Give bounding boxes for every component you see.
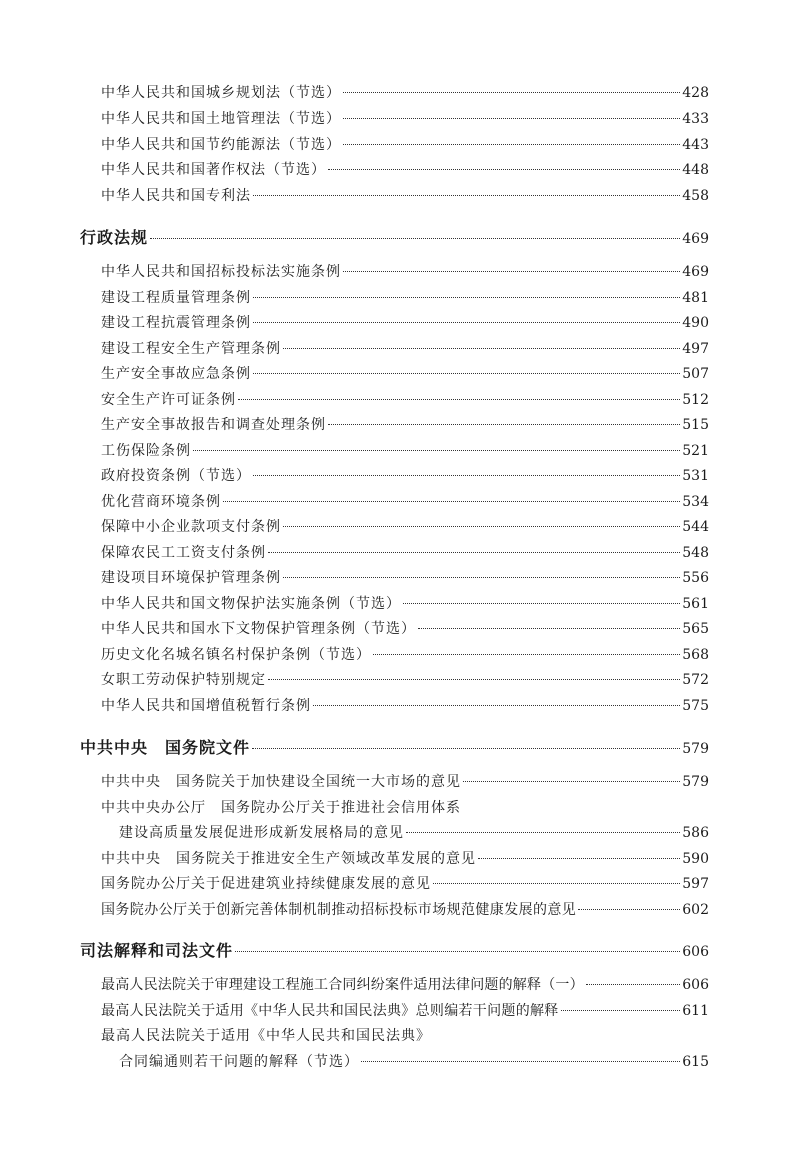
toc-entry[interactable] xyxy=(101,414,709,434)
toc-entry[interactable] xyxy=(101,185,709,205)
toc-entry-continuation[interactable] xyxy=(119,822,709,842)
toc-entry[interactable] xyxy=(101,134,709,154)
entry-page-number: 443 xyxy=(682,137,709,153)
toc-entry[interactable] xyxy=(101,491,709,511)
entry-page-number: 531 xyxy=(682,468,709,484)
entry-page-number: 568 xyxy=(682,647,709,663)
entry-title: 中华人民共和国招标投标法实施条例 xyxy=(101,264,341,280)
dot-leader xyxy=(586,984,680,985)
entry-page-number: 597 xyxy=(682,876,709,892)
dot-leader xyxy=(252,748,680,749)
entry-title: 中华人民共和国城乡规划法（节选） xyxy=(101,85,341,101)
toc-entry-first-line[interactable] xyxy=(101,1025,709,1045)
dot-leader xyxy=(253,322,680,323)
entry-page-number: 602 xyxy=(682,902,709,918)
section-title: 行政法规 xyxy=(80,228,149,247)
toc-entry[interactable] xyxy=(101,287,709,307)
entry-title: 女职工劳动保护特别规定 xyxy=(101,672,266,688)
dot-leader xyxy=(328,424,680,425)
dot-leader xyxy=(561,1010,681,1011)
dot-leader xyxy=(253,195,680,196)
entry-title: 中华人民共和国增值税暂行条例 xyxy=(101,698,311,714)
entry-title: 中华人民共和国专利法 xyxy=(101,188,251,204)
entry-title: 优化营商环境条例 xyxy=(101,494,221,510)
dot-leader xyxy=(193,450,680,451)
dot-leader xyxy=(578,909,680,910)
dot-leader xyxy=(406,832,680,833)
entry-page-number: 548 xyxy=(682,545,709,561)
section-page-number: 579 xyxy=(682,741,709,757)
entry-page-number: 481 xyxy=(682,290,709,306)
toc-entry[interactable] xyxy=(101,974,709,994)
toc-entry[interactable] xyxy=(101,542,709,562)
section-page-number: 469 xyxy=(682,231,709,247)
entry-title: 历史文化名城名镇名村保护条例（节选） xyxy=(101,647,371,663)
toc-entry[interactable] xyxy=(101,644,709,664)
toc-entry[interactable] xyxy=(101,516,709,536)
toc-entry[interactable] xyxy=(101,108,709,128)
toc-entry[interactable] xyxy=(101,618,709,638)
toc-entry-continuation[interactable] xyxy=(119,1051,709,1071)
toc-entry[interactable] xyxy=(101,1000,709,1020)
entry-page-number: 590 xyxy=(682,851,709,867)
toc-entry[interactable] xyxy=(101,899,709,919)
entry-page-number: 579 xyxy=(682,774,709,790)
dot-leader xyxy=(235,951,680,952)
entry-page-number: 515 xyxy=(682,417,709,433)
entry-title: 生产安全事故报告和调查处理条例 xyxy=(101,417,326,433)
entry-title: 生产安全事故应急条例 xyxy=(101,366,251,382)
entry-page-number: 615 xyxy=(682,1054,709,1070)
toc-entry[interactable] xyxy=(101,593,709,613)
entry-title: 中华人民共和国文物保护法实施条例（节选） xyxy=(101,596,401,612)
toc-entry-first-line[interactable] xyxy=(101,797,709,817)
entry-page-number: 586 xyxy=(682,825,709,841)
entry-title: 最高人民法院关于审理建设工程施工合同纠纷案件适用法律问题的解释（一） xyxy=(101,977,584,993)
dot-leader xyxy=(223,501,680,502)
entry-page-number: 448 xyxy=(682,162,709,178)
toc-entry[interactable] xyxy=(101,669,709,689)
entry-page-number: 611 xyxy=(682,1003,709,1019)
dot-leader xyxy=(283,348,680,349)
entry-title: 建设工程安全生产管理条例 xyxy=(101,341,281,357)
entry-page-number: 521 xyxy=(682,443,709,459)
dot-leader xyxy=(253,297,680,298)
dot-leader xyxy=(403,603,680,604)
entry-title-line2: 合同编通则若干问题的解释（节选） xyxy=(119,1054,359,1070)
dot-leader xyxy=(253,373,680,374)
entry-page-number: 490 xyxy=(682,315,709,331)
entry-page-number: 561 xyxy=(682,596,709,612)
toc-entry[interactable] xyxy=(101,567,709,587)
entry-page-number: 497 xyxy=(682,341,709,357)
entry-title: 中华人民共和国著作权法（节选） xyxy=(101,162,326,178)
entry-title: 建设工程质量管理条例 xyxy=(101,290,251,306)
dot-leader xyxy=(343,92,680,93)
entry-title: 中共中央 国务院关于加快建设全国统一大市场的意见 xyxy=(101,774,461,790)
dot-leader xyxy=(283,577,680,578)
dot-leader xyxy=(343,118,680,119)
toc-entry[interactable] xyxy=(101,312,709,332)
dot-leader xyxy=(283,526,680,527)
entry-page-number: 428 xyxy=(682,85,709,101)
entry-title: 国务院办公厅关于创新完善体制机制推动招标投标市场规范健康发展的意见 xyxy=(101,902,577,918)
entry-title: 工伤保险条例 xyxy=(101,443,191,459)
dot-leader xyxy=(343,144,680,145)
entry-page-number: 556 xyxy=(682,570,709,586)
toc-entry[interactable] xyxy=(101,771,709,791)
entry-page-number: 565 xyxy=(682,621,709,637)
toc-section-heading[interactable] xyxy=(80,938,709,961)
entry-title: 最高人民法院关于适用《中华人民共和国民法典》总则编若干问题的解释 xyxy=(101,1003,559,1019)
section-page-number: 606 xyxy=(682,944,709,960)
entry-page-number: 544 xyxy=(682,519,709,535)
entry-title: 中华人民共和国节约能源法（节选） xyxy=(101,137,341,153)
entry-page-number: 572 xyxy=(682,672,709,688)
entry-title: 建设工程抗震管理条例 xyxy=(101,315,251,331)
toc-entry[interactable] xyxy=(101,159,709,179)
toc-entry[interactable] xyxy=(101,440,709,460)
entry-page-number: 433 xyxy=(682,111,709,127)
entry-title: 国务院办公厅关于促进建筑业持续健康发展的意见 xyxy=(101,876,431,892)
toc-entry[interactable] xyxy=(101,338,709,358)
toc-entry[interactable] xyxy=(101,695,709,715)
entry-title: 保障中小企业款项支付条例 xyxy=(101,519,281,535)
dot-leader xyxy=(343,271,680,272)
dot-leader xyxy=(150,238,680,239)
entry-title: 中共中央 国务院关于推进安全生产领域改革发展的意见 xyxy=(101,851,476,867)
dot-leader xyxy=(268,679,680,680)
dot-leader xyxy=(463,781,680,782)
toc-section-heading[interactable] xyxy=(80,735,709,758)
toc-entry[interactable] xyxy=(101,82,709,102)
entry-title: 安全生产许可证条例 xyxy=(101,392,236,408)
toc-entry[interactable] xyxy=(101,465,709,485)
toc-section-heading[interactable] xyxy=(80,225,709,248)
entry-page-number: 458 xyxy=(682,188,709,204)
toc-entry[interactable] xyxy=(101,389,709,409)
entry-page-number: 575 xyxy=(682,698,709,714)
toc-entry[interactable] xyxy=(101,261,709,281)
dot-leader xyxy=(478,858,680,859)
entry-title: 建设项目环境保护管理条例 xyxy=(101,570,281,586)
dot-leader xyxy=(418,628,680,629)
entry-page-number: 534 xyxy=(682,494,709,510)
section-title: 中共中央 国务院文件 xyxy=(80,738,251,757)
entry-title-line2: 建设高质量发展促进形成新发展格局的意见 xyxy=(119,825,404,841)
dot-leader xyxy=(313,705,680,706)
dot-leader xyxy=(361,1061,680,1062)
entry-title: 保障农民工工资支付条例 xyxy=(101,545,266,561)
entry-title-line1: 最高人民法院关于适用《中华人民共和国民法典》 xyxy=(101,1028,431,1044)
entry-title: 政府投资条例（节选） xyxy=(101,468,251,484)
entry-page-number: 606 xyxy=(682,977,709,993)
dot-leader xyxy=(238,399,680,400)
toc-entry[interactable] xyxy=(101,873,709,893)
dot-leader xyxy=(373,654,680,655)
entry-title: 中华人民共和国土地管理法（节选） xyxy=(101,111,341,127)
dot-leader xyxy=(253,475,680,476)
entry-page-number: 512 xyxy=(682,392,709,408)
entry-page-number: 469 xyxy=(682,264,709,280)
entry-page-number: 507 xyxy=(682,366,709,382)
toc-entry[interactable] xyxy=(101,363,709,383)
dot-leader xyxy=(268,552,680,553)
toc-entry[interactable] xyxy=(101,848,709,868)
entry-title: 中华人民共和国水下文物保护管理条例（节选） xyxy=(101,621,416,637)
entry-title-line1: 中共中央办公厅 国务院办公厅关于推进社会信用体系 xyxy=(101,800,461,816)
dot-leader xyxy=(328,169,680,170)
section-title: 司法解释和司法文件 xyxy=(80,941,234,960)
dot-leader xyxy=(433,883,680,884)
